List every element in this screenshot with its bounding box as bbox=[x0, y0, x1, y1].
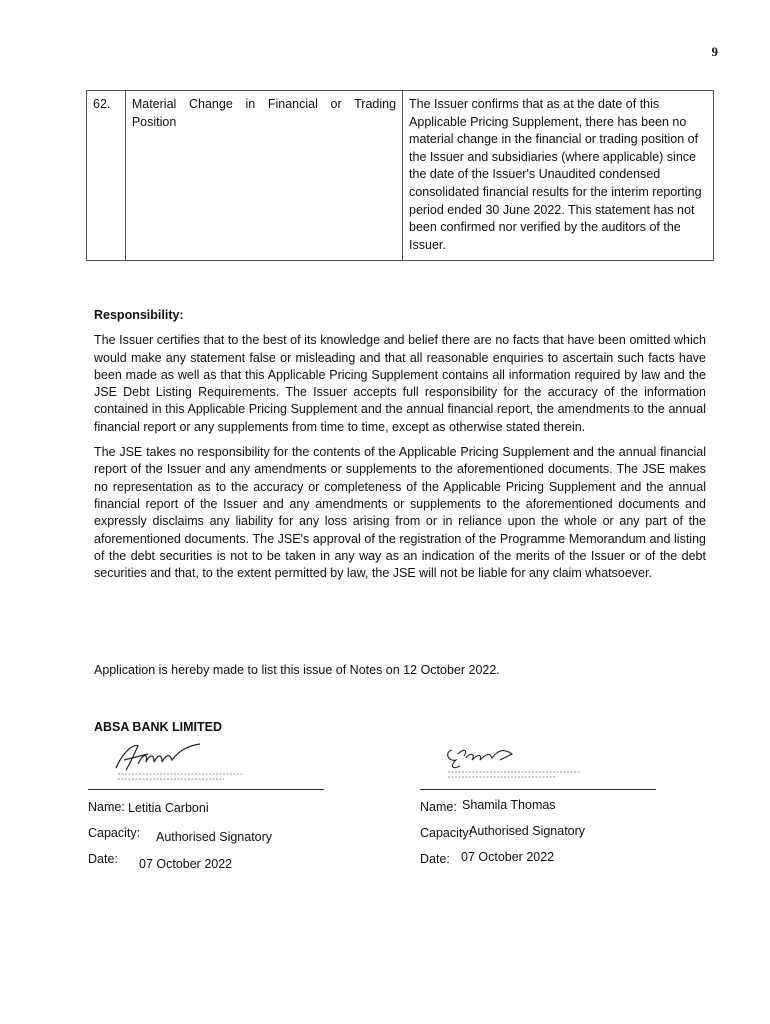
capacity-row bbox=[420, 824, 586, 840]
name-label: Name: bbox=[88, 800, 125, 814]
date-label: Date: bbox=[420, 852, 450, 866]
application-statement: Application is hereby made to list this issue of Notes on 12 October 2022. bbox=[94, 663, 500, 677]
date-row bbox=[420, 850, 555, 866]
signature-image bbox=[104, 740, 254, 784]
responsibility-heading: Responsibility: bbox=[94, 308, 184, 322]
item-number: 62. bbox=[87, 91, 126, 261]
capacity-label: Capacity: bbox=[420, 826, 473, 840]
date-label: Date: bbox=[88, 852, 118, 866]
capacity-value: Authorised Signatory bbox=[156, 830, 273, 844]
company-name: ABSA BANK LIMITED bbox=[94, 720, 223, 734]
capacity-label: Capacity: bbox=[88, 826, 141, 840]
signature-line bbox=[420, 789, 656, 790]
name-value: Letitia Carboni bbox=[128, 801, 209, 815]
name-label: Name: bbox=[420, 800, 457, 814]
signature-line bbox=[88, 789, 324, 790]
signatory-block-2 bbox=[420, 740, 660, 880]
name-row bbox=[420, 798, 556, 814]
name-value: Shamila Thomas bbox=[462, 798, 556, 812]
date-row bbox=[88, 852, 233, 871]
responsibility-paragraph-1: The Issuer certifies that to the best of its knowledge and belief there are no facts that have been omitted which would make any statement false or misleading and that all reasonable enquiries to ascertain such facts have been made as well as that this Applicable Pricing Supplement contains all information required by law and the JSE Debt Listing Requirements. The Issuer accepts full responsibility for the accuracy of the information contained in this Applicable Pricing Supplement and the annual financial report, the amendments to the annual financial report or any supplements from time to time, except as otherwise stated therein. bbox=[94, 333, 706, 434]
capacity-row bbox=[88, 826, 273, 844]
page-number: 9 bbox=[711, 44, 718, 59]
responsibility-section bbox=[94, 307, 706, 582]
item-body: The Issuer confirms that as at the date of this Applicable Pricing Supplement, there has been no material change in the financial or trading position of the Issuer and subsidiaries (where applicable) since the date of the Issuer's Unaudited condensed consolidated financial results for the interim reporting period ended 30 June 2022. This statement has not been confirmed nor verified by the auditors of the Issuer. bbox=[403, 91, 714, 261]
table-row bbox=[87, 91, 714, 261]
item-title: Material Change in Financial or Trading Position bbox=[125, 91, 402, 261]
signatory-block-1 bbox=[88, 740, 328, 880]
capacity-value: Authorised Signatory bbox=[469, 824, 586, 838]
responsibility-paragraph-2: The JSE takes no responsibility for the contents of the Applicable Pricing Supplement and the annual financial report of the Issuer and any amendments or supplements to the aforementioned documents. The JSE makes no representation as to the accuracy or completeness of the Applicable Pricing Supplement and the annual financial report of the Issuer and any amendments or supplements to the aforementioned documents and expressly disclaims any liability for any loss arising from or in reliance upon the whole or any part of the aforementioned documents. The JSE's approval of the registration of the Programme Memorandum and listing of the debt securities is not to be taken in any way as an indication of the merits of the Issuer or of the debt securities and that, to the extent permitted by law, the JSE will not be liable for any claim whatsoever. bbox=[94, 445, 706, 581]
signature-image bbox=[440, 740, 590, 784]
date-value: 07 October 2022 bbox=[139, 857, 233, 871]
date-value: 07 October 2022 bbox=[461, 850, 555, 864]
name-row bbox=[88, 800, 209, 815]
pricing-supplement-table bbox=[86, 90, 714, 261]
